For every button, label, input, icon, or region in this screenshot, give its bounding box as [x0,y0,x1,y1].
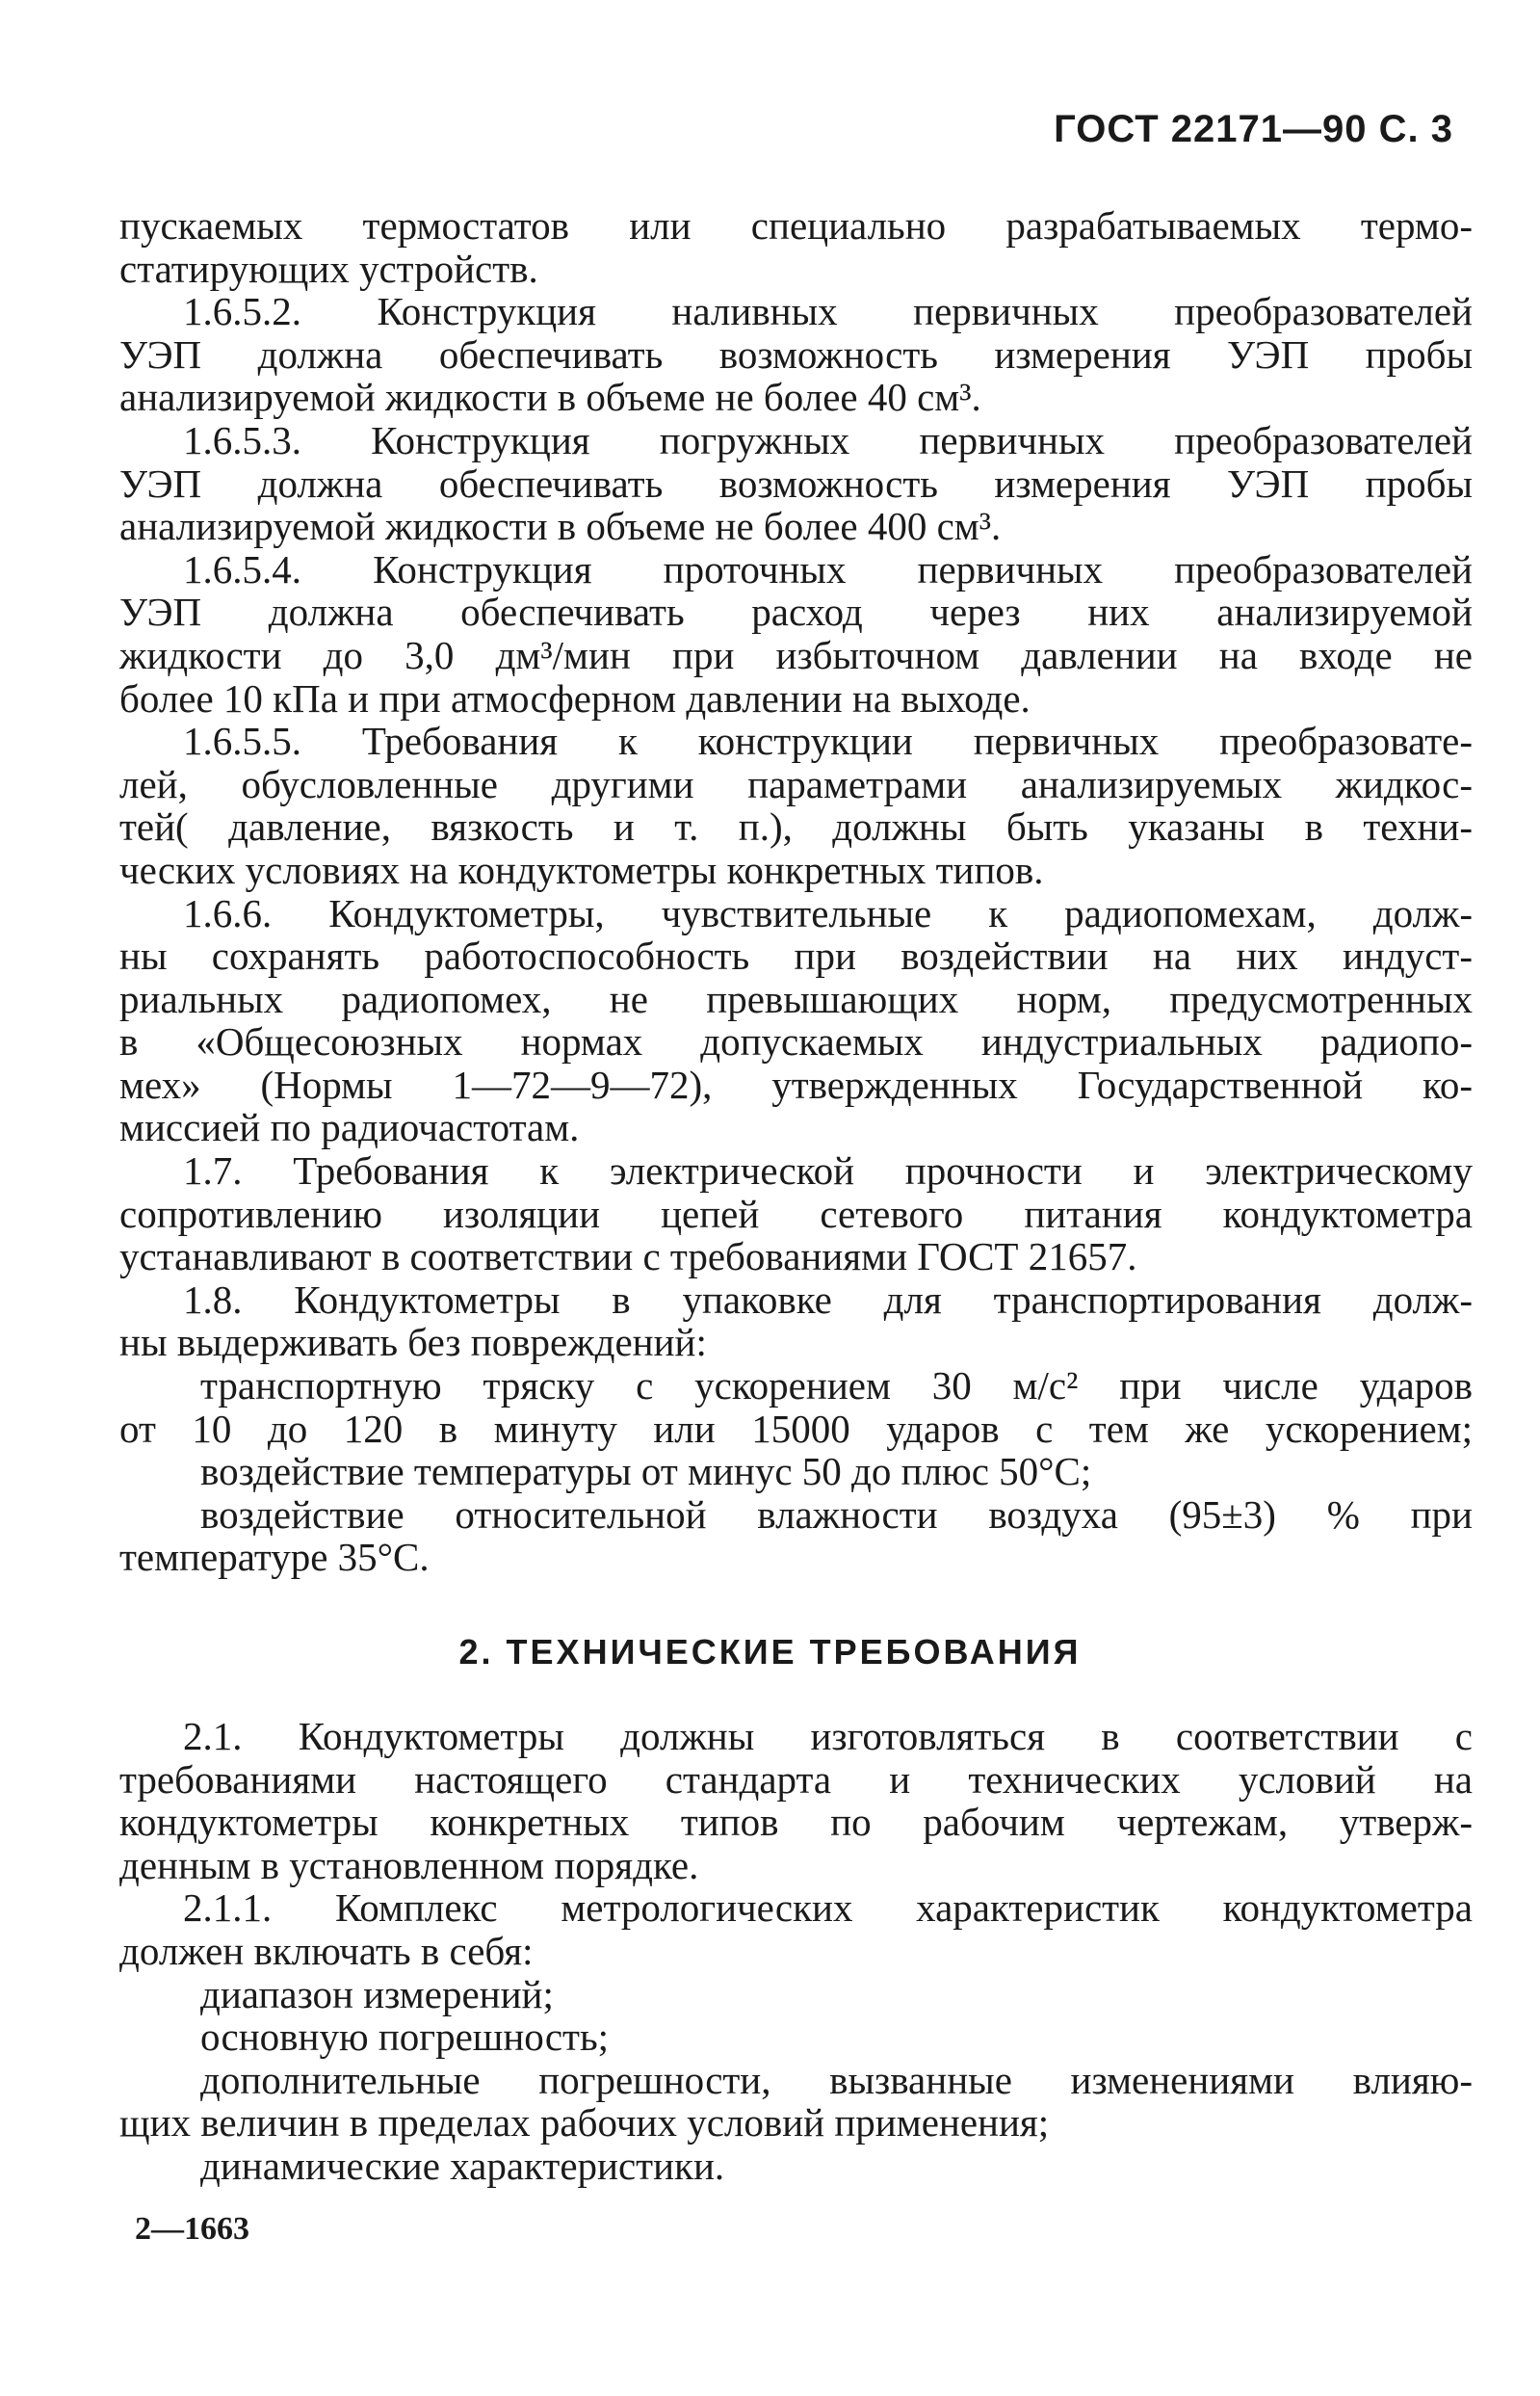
text-line: ны сохранять работоспособность при воздействии на них индуст- [119,934,1473,979]
text-line: УЭП должна обеспечивать расход через них анализируемой [119,590,1473,635]
text-line: 1.7. Требования к электрической прочности и электрическому [183,1148,1473,1194]
text-line: более 10 кПа и при атмосферном давлении на выходе. [119,675,1031,721]
text-line: требованиями настоящего стандарта и технических условий на [119,1756,1473,1802]
text-line: анализируемой жидкости в объеме не более 40 см³. [119,375,981,420]
text-line: 2.1.1. Комплекс метрологических характеристик кондуктометра [183,1885,1473,1931]
text-block-1 [119,204,1473,1579]
text-line: ны выдерживать без повреждений: [119,1320,707,1365]
text-line: миссией по радиочастотам. [119,1105,580,1150]
text-line: пускаемых термостатов или специально разрабатываемых термо- [119,203,1473,248]
text-line: 2.1. Кондуктометры должны изготовляться в соответствии с [183,1714,1473,1758]
text-line: денным в установленном порядке. [119,1842,699,1887]
text-line: воздействие температуры от минус 50 до плюс 50°С; [200,1449,1092,1494]
text-line: транспортную тряску с ускорением 30 м/с² при числе ударов [200,1363,1473,1409]
text-line: жидкости до 3,0 дм³/мин при избыточном давлении на входе не [119,632,1473,677]
text-line: риальных радиопомех, не превышающих норм, предусмотренных [119,976,1473,1021]
page-header: ГОСТ 22171—90 С. 3 [1054,108,1453,150]
section-heading: 2. ТЕХНИЧЕСКИЕ ТРЕБОВАНИЯ [458,1632,1082,1672]
text-line: лей, обусловленные другими параметрами анализируемых жидкос- [119,761,1473,806]
text-line: устанавливают в соответствии с требованиями ГОСТ 21657. [119,1234,1137,1279]
text-line: кондуктометры конкретных типов по рабочим чертежам, утверж- [119,1800,1473,1845]
text-line: анализируемой жидкости в объеме не более 400 см³. [119,504,1002,549]
text-line: щих величин в пределах рабочих условий применения; [119,2100,1050,2146]
text-line: тей( давление, вязкость и т. п.), должны быть указаны в техни- [119,804,1473,850]
text-block-2 [119,1715,1473,2188]
text-line: должен включать в себя: [119,1928,534,1973]
text-line: основную погрешность; [200,2014,610,2060]
text-line: воздействие относительной влажности воздуха (95±3) % при [200,1491,1473,1537]
text-line: статирующих устройств. [119,246,538,291]
text-line: температуре 35°С. [119,1535,430,1580]
page-footer-signature: 2—1663 [135,2211,249,2247]
text-line: ческих условиях на кондуктометры конкретных типов. [119,847,1044,892]
text-line: мех» (Нормы 1—72—9—72), утвержденных Государственной ко- [119,1062,1473,1107]
text-line: от 10 до 120 в минуту или 15000 ударов с тем же ускорением; [119,1406,1473,1451]
text-line: 1.6.5.4. Конструкция проточных первичных преобразователей [183,546,1473,592]
text-line: динамические характеристики. [200,2143,725,2188]
text-line: 1.6.5.3. Конструкция погружных первичных преобразователей [183,417,1473,462]
text-line: 1.6.5.2. Конструкция наливных первичных преобразователей [183,289,1473,334]
text-line: дополнительные погрешности, вызванные изменениями влияю- [200,2057,1473,2102]
text-line: 1.8. Кондуктометры в упаковке для транспортирования долж- [183,1277,1473,1322]
text-line: УЭП должна обеспечивать возможность измерения УЭП пробы [119,331,1473,377]
text-line: диапазон измерений; [200,1971,554,2016]
text-line: сопротивлению изоляции цепей сетевого питания кондуктометра [119,1191,1473,1236]
text-line: в «Общесоюзных нормах допускаемых индустриальных радиопо- [119,1019,1473,1065]
text-line: 1.6.5.5. Требования к конструкции первичных преобразовате- [183,719,1473,764]
text-line: 1.6.6. Кондуктометры, чувствительные к радиопомехам, долж- [183,890,1473,935]
text-line: УЭП должна обеспечивать возможность измерения УЭП пробы [119,461,1473,506]
